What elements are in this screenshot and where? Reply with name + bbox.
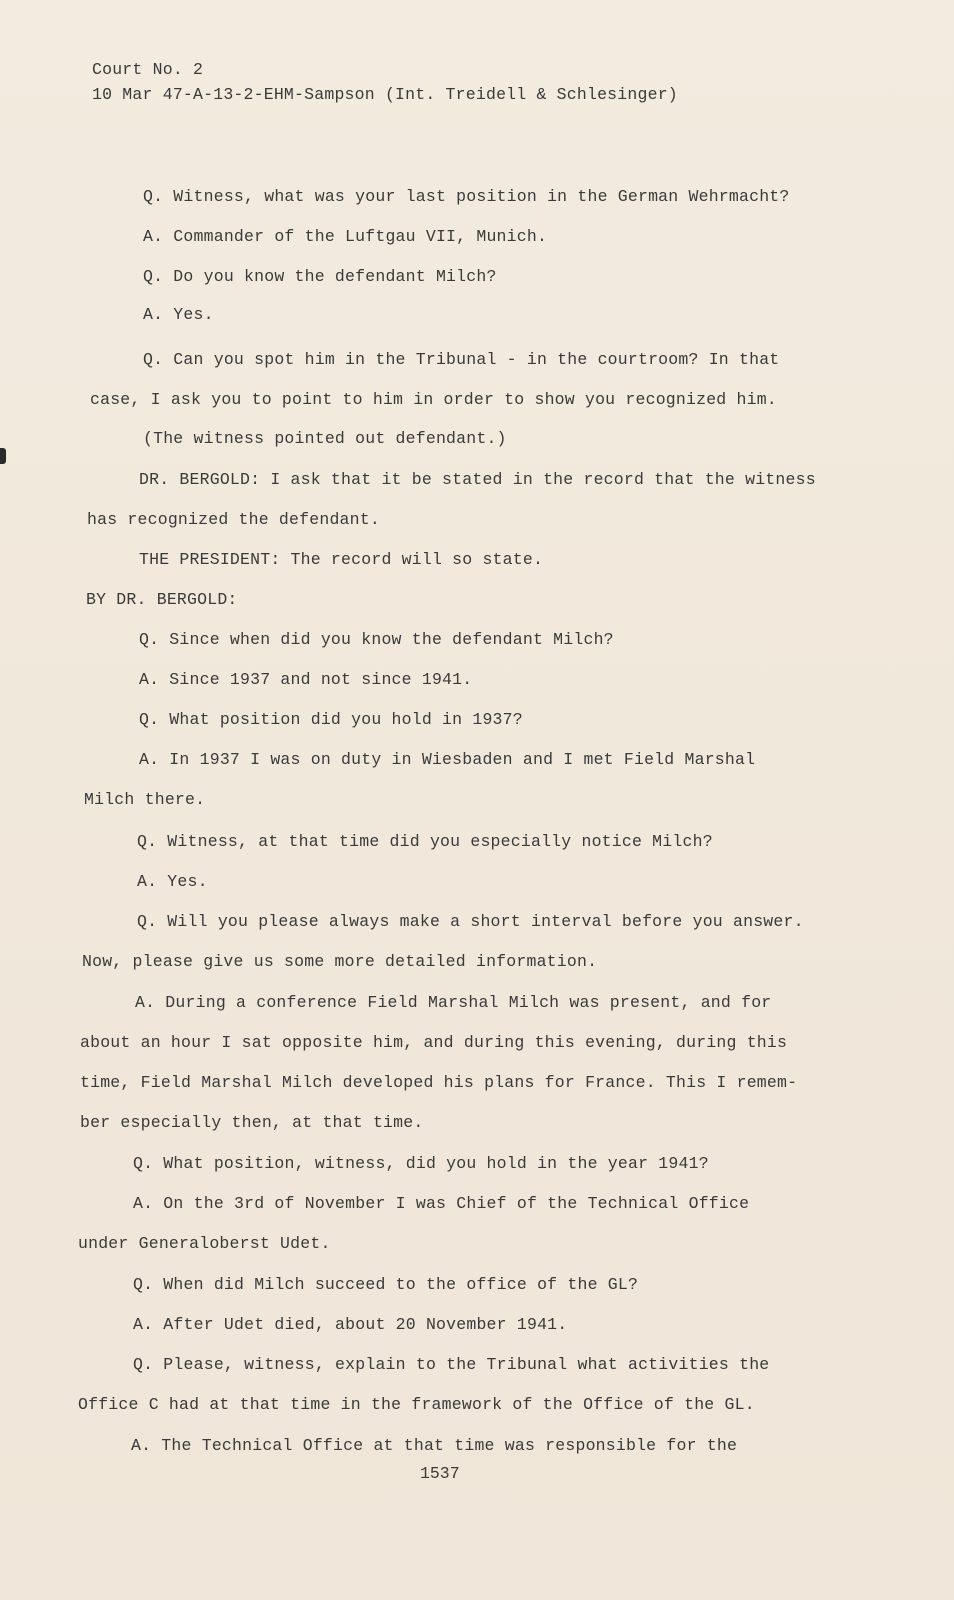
transcript-line: (The witness pointed out defendant.) [143, 429, 507, 448]
transcript-line: time, Field Marshal Milch developed his plans for France. This I remem- [80, 1073, 798, 1092]
transcript-line: Q. What position did you hold in 1937? [139, 710, 523, 729]
transcript-line: Q. Witness, what was your last position in the German Wehrmacht? [143, 187, 790, 206]
document-reference: 10 Mar 47-A-13-2-EHM-Sampson (Int. Treidell & Schlesinger) [92, 85, 678, 104]
transcript-line: A. Yes. [137, 872, 208, 891]
transcript-line: ber especially then, at that time. [80, 1113, 424, 1132]
transcript-line: THE PRESIDENT: The record will so state. [139, 550, 544, 569]
transcript-line: A. Since 1937 and not since 1941. [139, 670, 473, 689]
transcript-line: Now, please give us some more detailed information. [82, 952, 598, 971]
transcript-line: A. Yes. [143, 305, 214, 324]
page-number: 1537 [420, 1464, 460, 1483]
transcript-line: Office C had at that time in the framework of the Office of the GL. [78, 1395, 755, 1414]
binding-hole-mark [0, 448, 6, 464]
transcript-line: about an hour I sat opposite him, and during this evening, during this [80, 1033, 788, 1052]
transcript-line: Q. Since when did you know the defendant Milch? [139, 630, 614, 649]
transcript-line: A. Commander of the Luftgau VII, Munich. [143, 227, 548, 246]
transcript-line: Q. Witness, at that time did you especially notice Milch? [137, 832, 713, 851]
transcript-line: Q. Please, witness, explain to the Tribunal what activities the [133, 1355, 770, 1374]
transcript-line: Q. When did Milch succeed to the office of the GL? [133, 1275, 639, 1294]
court-label: Court No. 2 [92, 60, 204, 79]
transcript-line: Q. Will you please always make a short interval before you answer. [137, 912, 804, 931]
transcript-line: A. In 1937 I was on duty in Wiesbaden and I met Field Marshal [139, 750, 756, 769]
transcript-line: A. During a conference Field Marshal Milch was present, and for [135, 993, 772, 1012]
section-heading: BY DR. BERGOLD: [86, 590, 238, 609]
transcript-line: case, I ask you to point to him in order to show you recognized him. [90, 390, 777, 409]
transcript-line: Q. Can you spot him in the Tribunal - in the courtroom? In that [143, 350, 780, 369]
transcript-line: Milch there. [84, 790, 206, 809]
transcript-line: Q. What position, witness, did you hold in the year 1941? [133, 1154, 709, 1173]
transcript-line: A. The Technical Office at that time was responsible for the [131, 1436, 738, 1455]
transcript-line: DR. BERGOLD: I ask that it be stated in the record that the witness [139, 470, 816, 489]
transcript-line: A. On the 3rd of November I was Chief of the Technical Office [133, 1194, 750, 1213]
transcript-line: has recognized the defendant. [87, 510, 380, 529]
transcript-line: Q. Do you know the defendant Milch? [143, 267, 497, 286]
transcript-line: A. After Udet died, about 20 November 1941. [133, 1315, 568, 1334]
transcript-line: under Generaloberst Udet. [78, 1234, 331, 1253]
